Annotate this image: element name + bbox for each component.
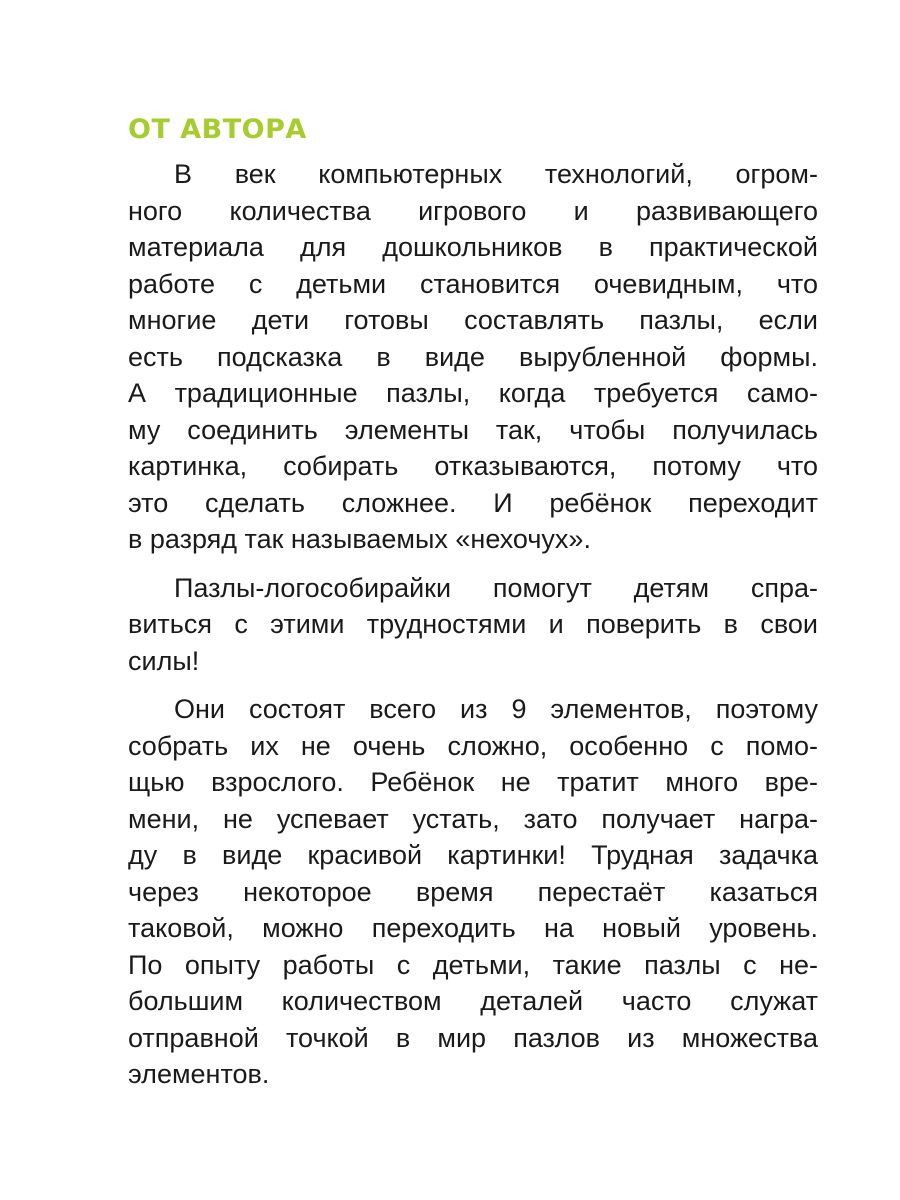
text-line: мени, не успевает устать, зато получает награ- <box>128 803 818 834</box>
text-line: Пазлы-логособирайки помогут детям спра- <box>174 572 818 603</box>
text-line: материала для дошкольников в практической <box>128 232 818 262</box>
body-text <box>128 156 818 1105</box>
paragraph-3 <box>128 691 818 1093</box>
text-line: картинка, собирать отказываются, потому что <box>128 451 818 481</box>
text-line: виться с этими трудностями и поверить в свои <box>128 609 818 639</box>
text-line: отправной точкой в мир пазлов из множества <box>128 1022 818 1053</box>
text-line: Они состоят всего из 9 элементов, поэтому <box>174 694 818 724</box>
text-line: В век компьютерных технологий, огром- <box>174 159 818 189</box>
text-line: ду в виде красивой картинки! Трудная задачка <box>128 840 818 870</box>
text-line: через некоторое время перестаёт казаться <box>128 876 818 907</box>
text-line: А традиционные пазлы, когда требуется само- <box>128 378 818 408</box>
text-line: элементов. <box>128 1059 270 1089</box>
text-line: таковой, можно переходить на новый уровень. <box>128 913 818 943</box>
text-line: работе с детьми становится очевидным, что <box>128 268 818 299</box>
text-line: есть подсказка в виде вырубленной формы. <box>128 341 818 372</box>
text-line: силы! <box>128 645 200 676</box>
text-line: многие дети готовы составлять пазлы, если <box>128 305 818 335</box>
text-line: это сделать сложнее. И ребёнок переходит <box>128 487 818 518</box>
text-line: По опыту работы с детьми, такие пазлы с не- <box>128 949 818 980</box>
paragraph-2 <box>128 570 818 680</box>
text-line: в разряд так называемых «нехочух». <box>128 524 591 554</box>
section-heading: ОТ АВТОРА <box>128 114 307 145</box>
text-line: му соединить элементы так, чтобы получилась <box>128 414 818 445</box>
text-line: собрать их не очень сложно, особенно с помо- <box>128 730 818 761</box>
paragraph-1 <box>128 156 818 558</box>
text-line: ного количества игрового и развивающего <box>128 195 818 226</box>
text-line: большим количеством деталей часто служат <box>128 986 818 1016</box>
text-line: щью взрослого. Ребёнок не тратит много вре- <box>128 767 818 797</box>
